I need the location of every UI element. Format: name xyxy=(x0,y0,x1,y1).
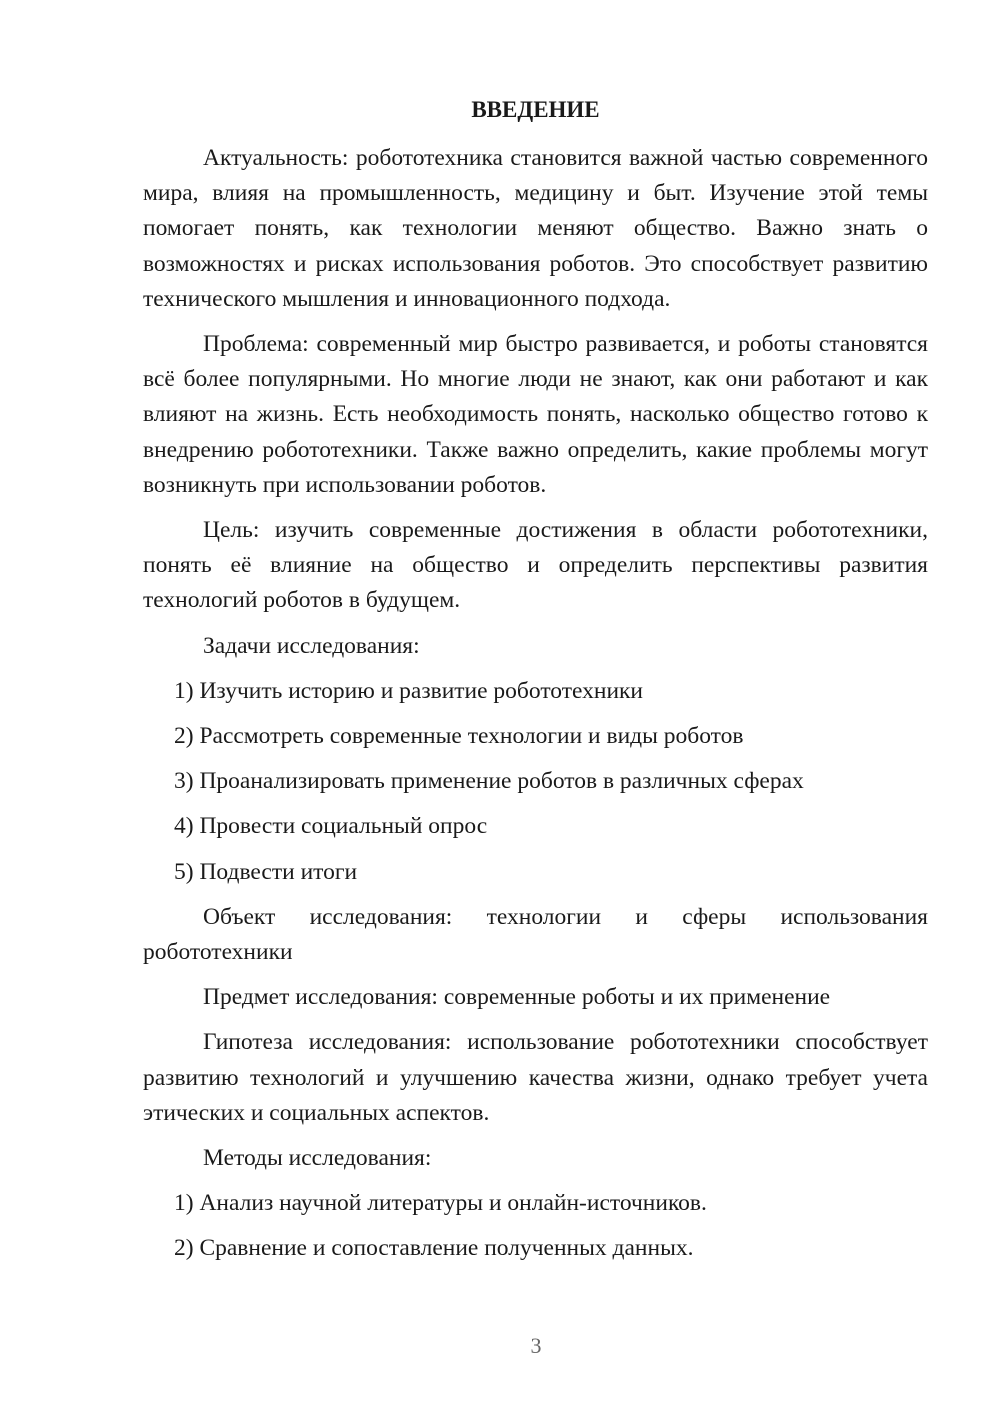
page-number: 3 xyxy=(530,1333,542,1358)
subject-line: Предмет исследования: современные роботы и их применение xyxy=(203,984,831,1011)
task-item-5: 5) Подвести итоги xyxy=(174,858,358,885)
task-item-1: 1) Изучить историю и развитие робототехники xyxy=(174,677,644,704)
section-title: ВВЕДЕНИЕ xyxy=(471,97,600,122)
method-item-1: 1) Анализ научной литературы и онлайн-источников. xyxy=(174,1190,707,1217)
hypothesis-paragraph: Гипотеза исследования: использование робототехники способствует развитию технологий и улучшению качества жизни, однако требует учета этических и социальных аспектов. xyxy=(143,1029,928,1126)
task-item-2: 2) Рассмотреть современные технологии и виды роботов xyxy=(174,723,744,750)
task-item-4: 4) Провести социальный опрос xyxy=(174,813,488,840)
object-paragraph: Объект исследования: технологии и сферы использования робототехники xyxy=(143,903,928,966)
task-item-3: 3) Проанализировать применение роботов в различных сферах xyxy=(174,768,804,795)
tasks-heading: Задачи исследования: xyxy=(203,632,420,659)
method-item-2: 2) Сравнение и сопоставление полученных данных. xyxy=(174,1235,694,1262)
methods-heading: Методы исследования: xyxy=(203,1145,432,1172)
relevance-paragraph: Актуальность: робототехника становится важной частью современного мира, влияя на промышленность, медицину и быт. Изучение этой темы помогает понять, как технологии меняют общество. Важно знать о возможностях и рисках использования роботов. Это способствует развитию технического мышления и инновационного подхода. xyxy=(143,145,928,312)
problem-paragraph: Проблема: современный мир быстро развивается, и роботы становятся всё более популярными. Но многие люди не знают, как они работают и как влияют на жизнь. Есть необходимость понять, насколько общество готово к внедрению робототехники. Также важно определить, какие проблемы могут возникнуть при использовании роботов. xyxy=(143,331,928,498)
goal-paragraph: Цель: изучить современные достижения в области робототехники, понять её влияние на общество и определить перспективы развития технологий роботов в будущем. xyxy=(143,517,928,614)
document-page xyxy=(143,92,928,1277)
